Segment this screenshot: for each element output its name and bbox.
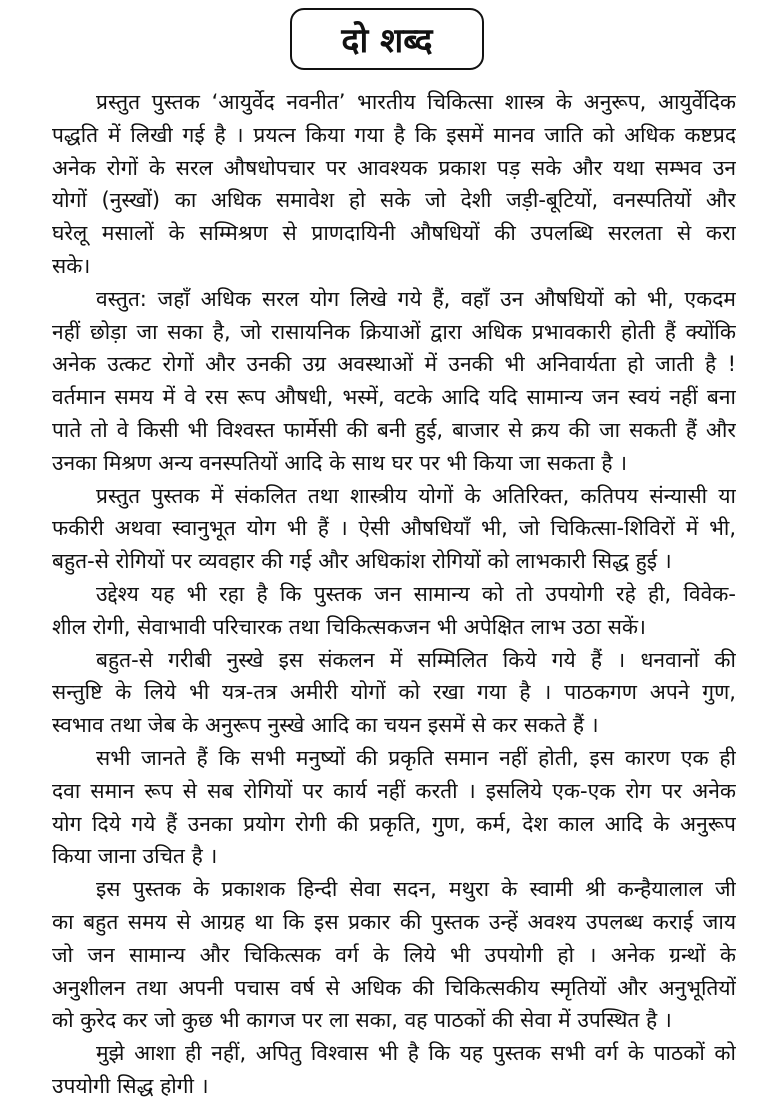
text-line: को कुरेद कर जो कुछ भी कागज पर ला सका, वह पाठकों की सेवा में उपस्थित है । <box>52 1008 672 1033</box>
text-line: प्रस्तुत पुस्तक ‘आयुर्वेद नवनीत’ भारतीय चिकित्सा शास्त्र के अनुरूप, आयुर्वेदिक <box>96 90 736 114</box>
text-line: इस पुस्तक के प्रकाशक हिन्दी सेवा सदन, मथुरा के स्वामी श्री कन्हैयालाल जी <box>96 877 736 902</box>
paragraph <box>52 480 736 578</box>
text-line: का बहुत समय से आग्रह था कि इस प्रकार की पुस्तक उन्हें अवश्य उपलब्ध कराई जाय <box>52 909 736 934</box>
paragraph <box>52 644 736 742</box>
paragraph <box>52 86 736 283</box>
text-line: अनेक रोगों के सरल औषधोपचार पर आवश्यक प्रकाश पड़ सके और यथा सम्भव उन <box>52 155 736 180</box>
paragraph <box>52 873 736 1037</box>
text-line: योगों (नुस्खों) का अधिक समावेश हो सके जो देशी जड़ी-बूटियों, वनस्पतियों और <box>52 188 736 213</box>
text-line: सके। <box>52 253 91 278</box>
paragraph <box>52 578 736 644</box>
text-line: पाते तो वे किसी भी विश्वस्त फार्मेसी की बनी हुई, बाजार से क्रय की जा सकती हैं और <box>52 417 736 442</box>
text-line: उद्देश्य यह भी रहा है कि पुस्तक जन सामान्य को तो उपयोगी रहे ही, विवेक- <box>96 581 736 606</box>
body-text <box>52 86 736 1103</box>
text-line: पद्धति में लिखी गई है । प्रयत्न किया गया है कि इसमें मानव जाति को अधिक कष्टप्रद <box>52 122 736 147</box>
title-box <box>290 8 484 70</box>
text-line: अनुशीलन तथा अपनी पचास वर्ष से अधिक की चिकित्सकीय स्मृतियों और अनुभूतियों <box>52 975 736 1000</box>
text-line: अनेक उत्कट रोगों और उनकी उग्र अवस्थाओं में उनकी भी अनिवार्यता हो जाती है ! <box>52 352 736 377</box>
text-line: प्रस्तुत पुस्तक में संकलित तथा शास्त्रीय योगों के अतिरिक्त, कतिपय संन्यासी या <box>96 483 736 508</box>
text-line: घरेलू मसालों के सम्मिश्रण से प्राणदायिनी औषधियों की उपलब्धि सरलता से करा <box>52 221 736 246</box>
text-line: नहीं छोड़ा जा सका है, जो रासायनिक क्रियाओं द्वारा अधिक प्रभावकारी होती हैं क्योंकि <box>52 319 736 344</box>
text-line: फकीरी अथवा स्वानुभूत योग भी हैं । ऐसी औषधियाँ भी, जो चिकित्सा-शिविरों में भी, <box>52 516 736 541</box>
text-line: सभी जानते हैं कि सभी मनुष्यों की प्रकृति समान नहीं होती, इस कारण एक ही <box>96 745 736 770</box>
paragraph <box>52 283 736 480</box>
text-line: मुझे आशा ही नहीं, अपितु विश्वास भी है कि यह पुस्तक सभी वर्ग के पाठकों को <box>96 1041 736 1066</box>
text-line: जो जन सामान्य और चिकित्सक वर्ग के लिये भी उपयोगी हो । अनेक ग्रन्थों के <box>52 942 736 967</box>
text-line: स्वभाव तथा जेब के अनुरूप नुस्खे आदि का चयन इसमें से कर सकते हैं । <box>52 713 599 738</box>
text-line: शील रोगी, सेवाभावी परिचारक तथा चिकित्सकजन भी अपेक्षित लाभ उठा सकें। <box>52 614 646 639</box>
text-line: उपयोगी सिद्ध होगी । <box>52 1073 209 1098</box>
text-line: सन्तुष्टि के लिये भी यत्र-तत्र अमीरी योगों को रखा गया है । पाठकगण अपने गुण, <box>52 680 736 705</box>
text-line: योग दिये गये हैं उनका प्रयोग रोगी की प्रकृति, गुण, कर्म, देश काल आदि के अनुरूप <box>52 811 736 836</box>
text-line: वर्तमान समय में वे रस रूप औषधी, भस्में, वटके आदि यदि सामान्य जन स्वयं नहीं बना <box>52 385 736 410</box>
text-line: उनका मिश्रण अन्य वनस्पतियों आदि के साथ घर पर भी किया जा सकता है । <box>52 450 628 475</box>
text-line: वस्तुत: जहाँ अधिक सरल योग लिखे गये हैं, वहाँ उन औषधियों को भी, एकदम <box>96 286 736 311</box>
text-line: किया जाना उचित है । <box>52 844 218 869</box>
text-line: बहुत-से गरीबी नुस्खे इस संकलन में सम्मिलित किये गये हैं । धनवानों की <box>96 647 736 672</box>
paragraph <box>52 742 736 873</box>
text-line: दवा समान रूप से सब रोगियों पर कार्य नहीं करती । इसलिये एक-एक रोग पर अनेक <box>52 778 736 803</box>
text-line: बहुत-से रोगियों पर व्यवहार की गई और अधिकांश रोगियों को लाभकारी सिद्ध हुई । <box>52 549 672 574</box>
paragraph <box>52 1037 736 1103</box>
page-title: दो शब्द <box>341 21 433 61</box>
